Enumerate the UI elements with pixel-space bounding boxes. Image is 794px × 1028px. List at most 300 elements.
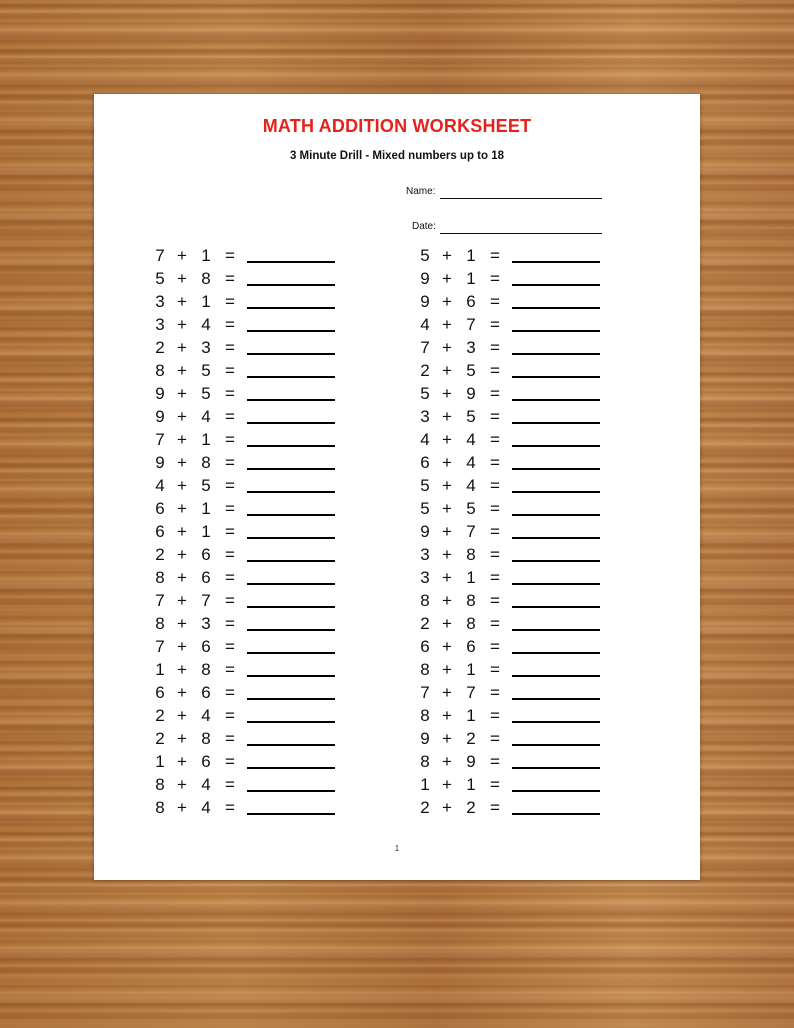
equals-sign: = [490, 706, 500, 725]
addend-second: 8 [201, 269, 211, 288]
equals-sign: = [490, 430, 500, 449]
addend-second: 4 [201, 706, 211, 725]
addend-second: 8 [466, 591, 476, 610]
equals-sign: = [225, 706, 235, 725]
plus-sign: + [442, 660, 452, 679]
addend-first: 9 [155, 384, 165, 403]
answer-line[interactable] [512, 399, 600, 401]
addend-second: 8 [466, 614, 476, 633]
addend-first: 9 [420, 269, 430, 288]
equals-sign: = [490, 614, 500, 633]
problem-row [153, 292, 353, 315]
equals-sign: = [490, 315, 500, 334]
problem-row [153, 798, 353, 821]
plus-sign: + [177, 430, 187, 449]
answer-line[interactable] [247, 813, 335, 815]
answer-line[interactable] [512, 422, 600, 424]
addend-first: 7 [420, 338, 430, 357]
problem-row [153, 361, 353, 384]
answer-line[interactable] [512, 284, 600, 286]
equals-sign: = [490, 660, 500, 679]
addend-first: 9 [420, 522, 430, 541]
problem-row [418, 246, 618, 269]
answer-line[interactable] [512, 721, 600, 723]
problem-row [153, 269, 353, 292]
addend-second: 3 [201, 614, 211, 633]
equals-sign: = [225, 338, 235, 357]
equals-sign: = [225, 407, 235, 426]
addend-second: 4 [466, 430, 476, 449]
equals-sign: = [225, 545, 235, 564]
plus-sign: + [177, 476, 187, 495]
addend-first: 6 [155, 683, 165, 702]
worksheet-page [94, 94, 700, 880]
addend-second: 5 [201, 476, 211, 495]
problem-row [418, 798, 618, 821]
plus-sign: + [177, 292, 187, 311]
plus-sign: + [177, 752, 187, 771]
problem-row [153, 522, 353, 545]
plus-sign: + [177, 545, 187, 564]
addend-first: 5 [420, 476, 430, 495]
addend-second: 5 [201, 361, 211, 380]
problem-row [418, 729, 618, 752]
equals-sign: = [225, 660, 235, 679]
plus-sign: + [442, 683, 452, 702]
addend-first: 8 [155, 798, 165, 817]
addend-first: 8 [155, 361, 165, 380]
answer-line[interactable] [512, 698, 600, 700]
right-problem-column [418, 246, 618, 821]
problem-row [418, 292, 618, 315]
plus-sign: + [177, 453, 187, 472]
equals-sign: = [490, 775, 500, 794]
plus-sign: + [177, 568, 187, 587]
answer-line[interactable] [512, 491, 600, 493]
problem-row [153, 430, 353, 453]
addend-second: 7 [201, 591, 211, 610]
worksheet-title: MATH ADDITION WORKSHEET [262, 116, 532, 136]
addend-first: 7 [155, 637, 165, 656]
plus-sign: + [442, 269, 452, 288]
plus-sign: + [177, 706, 187, 725]
addend-second: 6 [201, 752, 211, 771]
answer-line[interactable] [247, 330, 335, 332]
answer-line[interactable] [512, 261, 600, 263]
answer-line[interactable] [247, 261, 335, 263]
problem-row [418, 775, 618, 798]
equals-sign: = [490, 545, 500, 564]
equals-sign: = [490, 246, 500, 265]
answer-line[interactable] [247, 652, 335, 654]
problem-row [418, 269, 618, 292]
plus-sign: + [177, 315, 187, 334]
answer-line[interactable] [247, 583, 335, 585]
answer-line[interactable] [512, 583, 600, 585]
addend-second: 5 [466, 499, 476, 518]
equals-sign: = [490, 637, 500, 656]
addend-first: 1 [155, 660, 165, 679]
addend-first: 6 [420, 453, 430, 472]
addend-first: 9 [155, 453, 165, 472]
problem-row [153, 407, 353, 430]
addend-first: 4 [155, 476, 165, 495]
addend-second: 1 [466, 706, 476, 725]
equals-sign: = [490, 798, 500, 817]
addend-first: 8 [420, 660, 430, 679]
addend-second: 2 [466, 798, 476, 817]
problem-row [153, 453, 353, 476]
answer-line[interactable] [512, 606, 600, 608]
addend-second: 1 [466, 568, 476, 587]
plus-sign: + [177, 775, 187, 794]
addend-second: 8 [201, 453, 211, 472]
plus-sign: + [442, 545, 452, 564]
problem-row [418, 315, 618, 338]
equals-sign: = [225, 476, 235, 495]
equals-sign: = [490, 752, 500, 771]
problem-row [418, 660, 618, 683]
answer-line[interactable] [247, 491, 335, 493]
addend-first: 2 [420, 798, 430, 817]
plus-sign: + [442, 637, 452, 656]
plus-sign: + [177, 269, 187, 288]
equals-sign: = [490, 476, 500, 495]
plus-sign: + [442, 591, 452, 610]
problem-row [418, 361, 618, 384]
addend-first: 3 [155, 292, 165, 311]
equals-sign: = [225, 752, 235, 771]
equals-sign: = [225, 453, 235, 472]
addend-second: 6 [201, 545, 211, 564]
answer-line[interactable] [512, 445, 600, 447]
answer-line[interactable] [247, 284, 335, 286]
addend-first: 5 [155, 269, 165, 288]
plus-sign: + [177, 384, 187, 403]
equals-sign: = [225, 591, 235, 610]
equals-sign: = [490, 361, 500, 380]
answer-line[interactable] [512, 537, 600, 539]
addend-second: 5 [466, 407, 476, 426]
problem-row [418, 568, 618, 591]
addend-first: 2 [155, 338, 165, 357]
equals-sign: = [225, 292, 235, 311]
equals-sign: = [490, 384, 500, 403]
equals-sign: = [490, 407, 500, 426]
addend-first: 7 [420, 683, 430, 702]
addend-first: 2 [155, 729, 165, 748]
plus-sign: + [177, 361, 187, 380]
equals-sign: = [225, 729, 235, 748]
equals-sign: = [225, 269, 235, 288]
addend-second: 6 [201, 637, 211, 656]
equals-sign: = [490, 568, 500, 587]
plus-sign: + [177, 683, 187, 702]
problem-row [153, 338, 353, 361]
plus-sign: + [177, 729, 187, 748]
name-field[interactable] [440, 198, 602, 199]
equals-sign: = [490, 683, 500, 702]
answer-line[interactable] [512, 652, 600, 654]
addend-second: 2 [466, 729, 476, 748]
addend-second: 7 [466, 315, 476, 334]
addend-second: 5 [201, 384, 211, 403]
addend-first: 8 [155, 614, 165, 633]
answer-line[interactable] [247, 560, 335, 562]
addend-second: 4 [201, 407, 211, 426]
problem-row [153, 246, 353, 269]
addend-second: 8 [201, 729, 211, 748]
plus-sign: + [177, 407, 187, 426]
problem-row [153, 729, 353, 752]
addend-first: 8 [155, 568, 165, 587]
plus-sign: + [442, 430, 452, 449]
problem-row [418, 476, 618, 499]
equals-sign: = [225, 775, 235, 794]
answer-line[interactable] [512, 307, 600, 309]
addend-second: 8 [201, 660, 211, 679]
addend-second: 1 [466, 269, 476, 288]
addend-first: 7 [155, 430, 165, 449]
addend-first: 6 [155, 499, 165, 518]
equals-sign: = [225, 614, 235, 633]
answer-line[interactable] [247, 767, 335, 769]
plus-sign: + [442, 246, 452, 265]
plus-sign: + [177, 246, 187, 265]
answer-line[interactable] [247, 376, 335, 378]
plus-sign: + [442, 568, 452, 587]
answer-line[interactable] [247, 721, 335, 723]
plus-sign: + [177, 637, 187, 656]
addend-first: 4 [420, 315, 430, 334]
addend-second: 1 [466, 246, 476, 265]
addend-first: 7 [155, 591, 165, 610]
addend-second: 7 [466, 683, 476, 702]
addend-first: 4 [420, 430, 430, 449]
addend-first: 2 [155, 706, 165, 725]
answer-line[interactable] [512, 767, 600, 769]
date-field[interactable] [440, 233, 602, 234]
answer-line[interactable] [512, 629, 600, 631]
answer-line[interactable] [247, 744, 335, 746]
addend-second: 1 [466, 660, 476, 679]
addend-second: 3 [466, 338, 476, 357]
answer-line[interactable] [512, 675, 600, 677]
page-number: 1 [394, 844, 400, 853]
left-problem-column [153, 246, 353, 821]
addend-first: 2 [420, 614, 430, 633]
equals-sign: = [225, 361, 235, 380]
plus-sign: + [442, 338, 452, 357]
problem-row [153, 706, 353, 729]
answer-line[interactable] [247, 353, 335, 355]
answer-line[interactable] [247, 422, 335, 424]
answer-line[interactable] [247, 445, 335, 447]
problem-row [418, 407, 618, 430]
problem-row [418, 384, 618, 407]
plus-sign: + [177, 614, 187, 633]
problem-row [418, 706, 618, 729]
equals-sign: = [225, 315, 235, 334]
problem-row [153, 614, 353, 637]
answer-line[interactable] [247, 606, 335, 608]
plus-sign: + [442, 361, 452, 380]
equals-sign: = [225, 683, 235, 702]
problem-row [418, 499, 618, 522]
problem-row [153, 545, 353, 568]
answer-line[interactable] [512, 514, 600, 516]
plus-sign: + [442, 315, 452, 334]
equals-sign: = [490, 338, 500, 357]
addend-first: 7 [155, 246, 165, 265]
equals-sign: = [490, 292, 500, 311]
plus-sign: + [442, 499, 452, 518]
problem-row [153, 384, 353, 407]
problem-row [418, 752, 618, 775]
addend-first: 6 [155, 522, 165, 541]
plus-sign: + [177, 338, 187, 357]
problem-row [418, 430, 618, 453]
addend-second: 6 [466, 637, 476, 656]
addend-second: 4 [466, 476, 476, 495]
plus-sign: + [442, 752, 452, 771]
addend-first: 8 [420, 706, 430, 725]
answer-line[interactable] [512, 744, 600, 746]
answer-line[interactable] [247, 514, 335, 516]
problem-row [418, 453, 618, 476]
addend-second: 1 [201, 522, 211, 541]
plus-sign: + [442, 407, 452, 426]
answer-line[interactable] [247, 675, 335, 677]
problem-row [418, 338, 618, 361]
problem-row [153, 499, 353, 522]
answer-line[interactable] [512, 330, 600, 332]
addend-second: 4 [201, 775, 211, 794]
equals-sign: = [225, 568, 235, 587]
addend-first: 3 [155, 315, 165, 334]
addend-first: 1 [420, 775, 430, 794]
worksheet-subtitle: 3 Minute Drill - Mixed numbers up to 18 [289, 150, 505, 162]
answer-line[interactable] [247, 307, 335, 309]
equals-sign: = [490, 269, 500, 288]
answer-line[interactable] [512, 468, 600, 470]
problem-row [418, 545, 618, 568]
addend-second: 9 [466, 752, 476, 771]
equals-sign: = [490, 522, 500, 541]
problem-row [418, 614, 618, 637]
addend-second: 4 [466, 453, 476, 472]
answer-line[interactable] [247, 468, 335, 470]
plus-sign: + [442, 453, 452, 472]
addend-first: 9 [420, 292, 430, 311]
addend-first: 1 [155, 752, 165, 771]
addend-first: 5 [420, 384, 430, 403]
plus-sign: + [442, 729, 452, 748]
addend-second: 1 [201, 499, 211, 518]
answer-line[interactable] [247, 537, 335, 539]
equals-sign: = [490, 729, 500, 748]
answer-line[interactable] [512, 376, 600, 378]
addend-second: 7 [466, 522, 476, 541]
answer-line[interactable] [247, 698, 335, 700]
problem-row [418, 637, 618, 660]
addend-second: 1 [201, 292, 211, 311]
addend-first: 3 [420, 545, 430, 564]
plus-sign: + [177, 660, 187, 679]
equals-sign: = [225, 637, 235, 656]
addend-first: 5 [420, 246, 430, 265]
equals-sign: = [225, 384, 235, 403]
answer-line[interactable] [512, 353, 600, 355]
addend-first: 9 [155, 407, 165, 426]
plus-sign: + [177, 499, 187, 518]
answer-line[interactable] [247, 629, 335, 631]
answer-line[interactable] [512, 560, 600, 562]
addend-second: 1 [201, 430, 211, 449]
plus-sign: + [177, 798, 187, 817]
equals-sign: = [225, 499, 235, 518]
problem-row [418, 591, 618, 614]
plus-sign: + [442, 384, 452, 403]
addend-first: 9 [420, 729, 430, 748]
equals-sign: = [490, 591, 500, 610]
date-label: Date: [412, 221, 436, 232]
addend-second: 6 [466, 292, 476, 311]
problem-row [418, 522, 618, 545]
answer-line[interactable] [247, 399, 335, 401]
problem-row [418, 683, 618, 706]
addend-second: 4 [201, 798, 211, 817]
addend-second: 6 [201, 568, 211, 587]
plus-sign: + [442, 775, 452, 794]
equals-sign: = [225, 522, 235, 541]
plus-sign: + [177, 522, 187, 541]
addend-second: 9 [466, 384, 476, 403]
answer-line[interactable] [247, 790, 335, 792]
answer-line[interactable] [512, 813, 600, 815]
problem-row [153, 568, 353, 591]
addend-first: 3 [420, 568, 430, 587]
problem-row [153, 315, 353, 338]
addend-first: 8 [420, 591, 430, 610]
equals-sign: = [225, 430, 235, 449]
answer-line[interactable] [512, 790, 600, 792]
plus-sign: + [442, 522, 452, 541]
equals-sign: = [490, 453, 500, 472]
addend-second: 4 [201, 315, 211, 334]
addend-first: 2 [420, 361, 430, 380]
addend-second: 3 [201, 338, 211, 357]
plus-sign: + [442, 292, 452, 311]
equals-sign: = [225, 798, 235, 817]
addend-first: 8 [155, 775, 165, 794]
plus-sign: + [442, 476, 452, 495]
addend-first: 5 [420, 499, 430, 518]
plus-sign: + [442, 614, 452, 633]
addend-first: 6 [420, 637, 430, 656]
problem-row [153, 683, 353, 706]
plus-sign: + [442, 798, 452, 817]
problem-row [153, 637, 353, 660]
plus-sign: + [442, 706, 452, 725]
name-label: Name: [406, 186, 436, 197]
addend-second: 1 [466, 775, 476, 794]
addend-first: 2 [155, 545, 165, 564]
problem-row [153, 476, 353, 499]
addend-second: 8 [466, 545, 476, 564]
equals-sign: = [490, 499, 500, 518]
problem-row [153, 752, 353, 775]
